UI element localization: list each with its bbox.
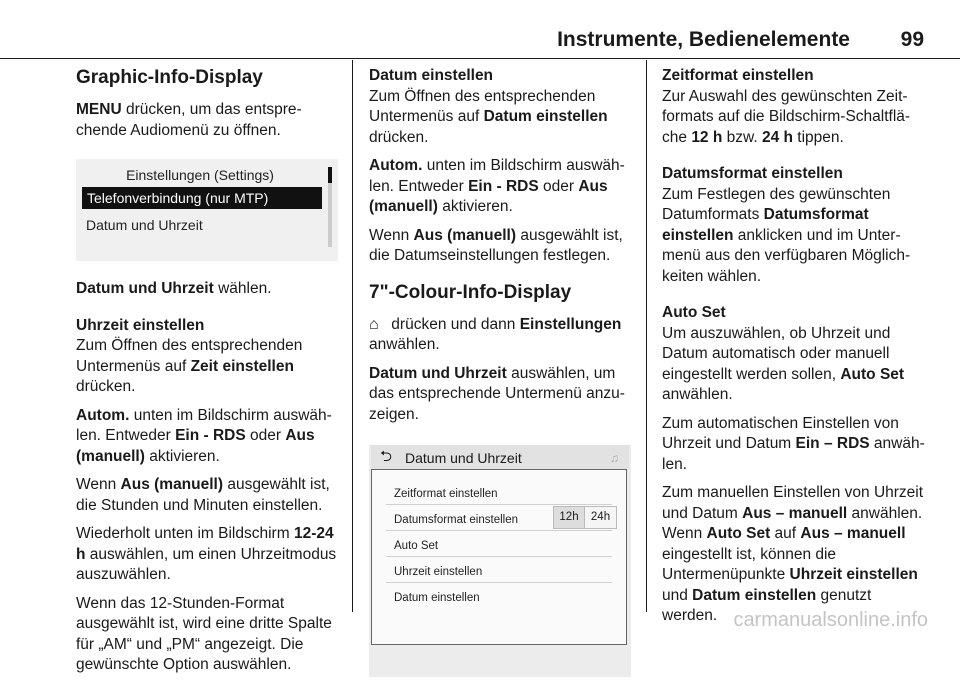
paragraph: Datum und Uhrzeit auswählen, um das entsprechende Untermenü anzu-zeigen. bbox=[369, 364, 625, 423]
paragraph: Zum automatischen Einstellen von Uhrzeit und Datum Ein – RDS anwäh-len. bbox=[662, 414, 925, 473]
watermark: carmanualsonline.info bbox=[733, 609, 928, 631]
cid-menu bbox=[371, 469, 627, 645]
paragraph: ⌂ drücken und dann Einstellungen anwählen. bbox=[369, 315, 622, 353]
section-heading: 7"-Colour-Info-Display bbox=[369, 281, 572, 303]
cid-title: Datum und Uhrzeit bbox=[405, 450, 522, 466]
column-1 bbox=[76, 66, 344, 684]
paragraph: Datum und Uhrzeit wählen. bbox=[76, 280, 272, 297]
section-heading: Graphic-Info-Display bbox=[76, 67, 263, 88]
cid-menu-item: Zeitformat einstellen bbox=[394, 488, 498, 500]
home-icon: ⌂ bbox=[369, 315, 379, 333]
paragraph: Autom. unten im Bildschirm auswäh-len. Entweder Ein - RDS oder Aus (manuell) aktivieren. bbox=[76, 406, 332, 465]
music-note-icon: ♫ bbox=[610, 451, 619, 465]
subheading: Datumsformat einstellen bbox=[662, 165, 843, 182]
paragraph: Wenn Aus (manuell) ausgewählt ist, die Datumseinstellungen festlegen. bbox=[369, 226, 623, 264]
cid-menu-item: Auto Set bbox=[394, 540, 439, 552]
cid-menu-item: Datumsformat einstellen bbox=[394, 514, 518, 526]
header-title: Instrumente, Bedienelemente bbox=[557, 28, 850, 51]
paragraph: Wenn Aus (manuell) ausgewählt ist, die Stunden und Minuten einstellen. bbox=[76, 476, 330, 514]
subheading: Datum einstellen bbox=[369, 67, 494, 84]
cid-title-bar bbox=[371, 445, 629, 469]
subheading: Uhrzeit einstellen bbox=[76, 316, 205, 334]
paragraph: Um auszuwählen, ob Uhrzeit und Datum automatisch oder manuell eingestellt werden sollen, Auto Set anwählen. bbox=[662, 324, 905, 403]
time-format-toggle bbox=[553, 506, 617, 529]
paragraph: MENU drücken, um das entspre-chende Audiomenü zu öffnen. bbox=[76, 101, 302, 139]
cid-menu-item: Uhrzeit einstellen bbox=[394, 566, 483, 578]
paragraph: Zum Öffnen des entsprechenden Untermenüs auf Datum einstellen drücken. bbox=[369, 87, 608, 146]
page-number: 99 bbox=[900, 28, 924, 51]
gid-menu-item: Datum und Uhrzeit bbox=[86, 217, 203, 233]
subheading: Auto Set bbox=[662, 304, 726, 321]
back-icon: ⮌ bbox=[380, 448, 393, 465]
gid-title: Einstellungen (Settings) bbox=[126, 167, 274, 183]
gid-selected-item: Telefonverbindung (nur MTP) bbox=[82, 187, 322, 209]
cid-menu-item: Datum einstellen bbox=[394, 592, 480, 604]
toggle-24h: 24h bbox=[590, 511, 611, 523]
colour-info-display-screenshot bbox=[369, 445, 631, 677]
column-3 bbox=[662, 66, 930, 635]
column-divider bbox=[646, 60, 647, 612]
subheading: Zeitformat einstellen bbox=[662, 67, 814, 84]
paragraph: Zur Auswahl des gewünschten Zeit-formats auf die Bildschirm-Schaltflä-che 12 h bzw. 24 h tippen. bbox=[662, 87, 911, 146]
paragraph: Autom. unten im Bildschirm auswäh-len. Entweder Ein - RDS oder Aus (manuell) aktivieren. bbox=[369, 157, 625, 215]
toggle-12h: 12h bbox=[554, 507, 585, 528]
paragraph: Zum Festlegen des gewünschten Datumformats Datumsformat einstellen anklicken und im Unter-menü aus den verfügbaren Möglich-keiten wählen. bbox=[662, 185, 911, 285]
page-header bbox=[0, 22, 960, 59]
graphic-info-display-screenshot bbox=[76, 159, 338, 261]
paragraph: Wiederholt unten im Bildschirm 12-24 h auswählen, um einen Uhrzeitmodus auszuwählen. bbox=[76, 525, 337, 583]
column-2 bbox=[369, 66, 637, 685]
paragraph: Zum manuellen Einstellen von Uhrzeit und Datum Aus – manuell anwählen. Wenn Auto Set auf Aus – manuell eingestellt ist, können die Untermenüpunkte Uhrzeit einstellen und Datum einstellen genutzt werden. bbox=[662, 484, 924, 624]
column-divider bbox=[352, 60, 353, 612]
paragraph: Zum Öffnen des entsprechenden Untermenüs auf Zeit einstellen drücken. bbox=[76, 337, 303, 395]
paragraph: Wenn das 12-Stunden-Format ausgewählt ist, wird eine dritte Spalte für „AM“ und „PM“ angezeigt. Die gewünschte Option auswählen. bbox=[76, 594, 332, 673]
gid-scrollbar bbox=[328, 167, 332, 247]
